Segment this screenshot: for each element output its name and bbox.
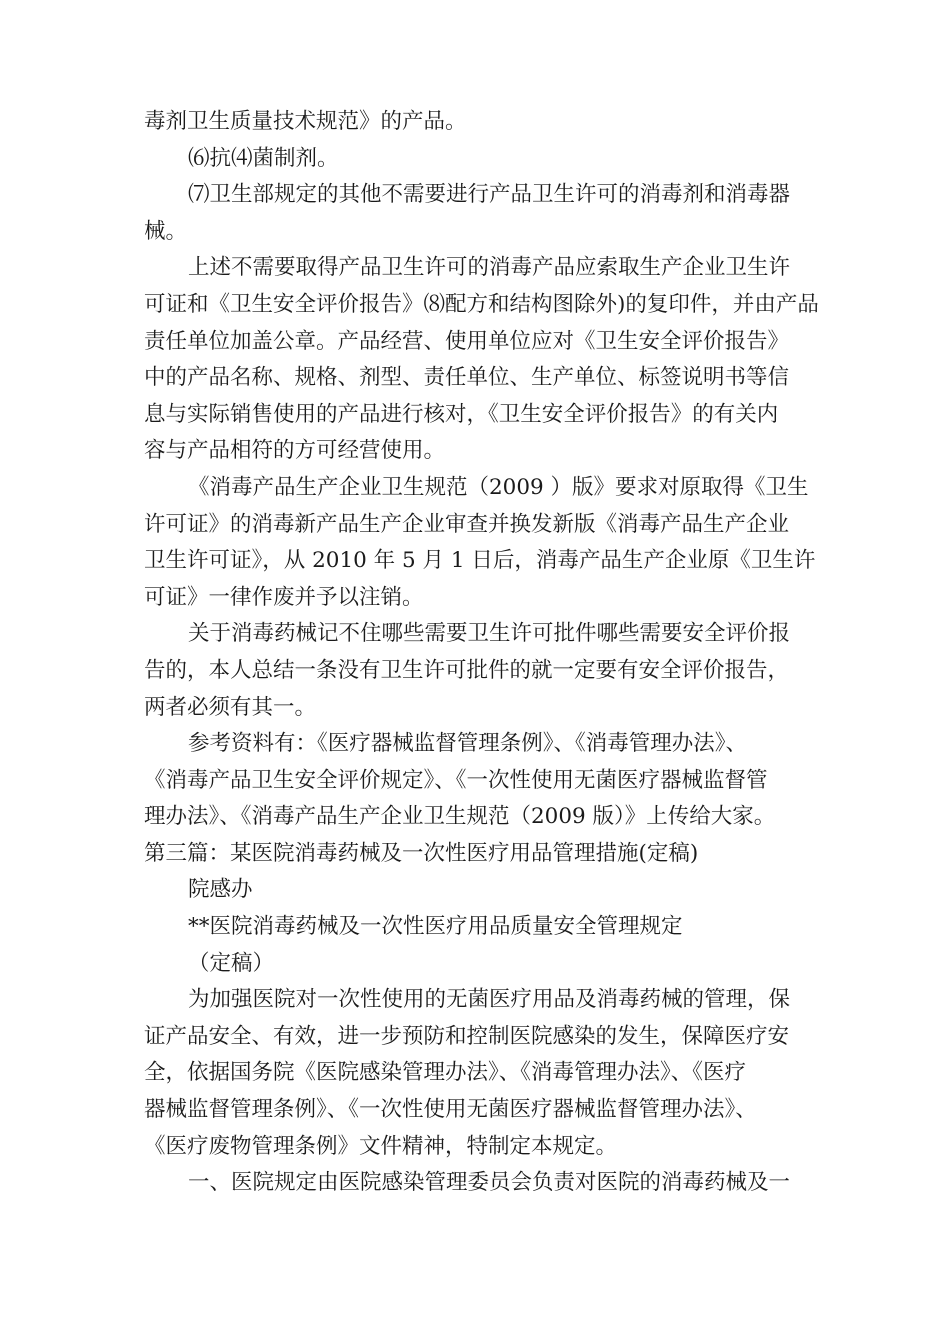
text-line: **医院消毒药械及一次性医疗用品质量安全管理规定 (188, 914, 683, 940)
text-line: 械。 (144, 218, 188, 244)
text-line: 容与产品相符的方可经营使用。 (144, 438, 446, 464)
text-line: 关于消毒药械记不住哪些需要卫生许可批件哪些需要安全评价报 (188, 621, 791, 647)
text-line: 为加强医院对一次性使用的无菌医疗用品及消毒药械的管理，保 (188, 987, 791, 1013)
text-line: （定稿） (188, 950, 275, 976)
text-line: 器械监督管理条例》、《一次性使用无菌医疗器械监督管理办法》、 (144, 1097, 757, 1123)
document-page (144, 104, 819, 1202)
text-line: ⑺卫生部规定的其他不需要进行产品卫生许可的消毒剂和消毒器 (188, 182, 791, 208)
text-line: 全，依据国务院《医院感染管理办法》、《消毒管理办法》、《医疗 (144, 1060, 747, 1086)
text-line: 院感办 (188, 877, 253, 903)
text-line: 《医疗废物管理条例》文件精神，特制定本规定。 (144, 1133, 618, 1159)
text-line: 参考资料有：《医疗器械监督管理条例》、《消毒管理办法》、 (188, 731, 748, 757)
text-line: 《消毒产品生产企业卫生规范（2009 ）版》要求对原取得《卫生 (188, 474, 809, 500)
text-line: 可证和《卫生安全评价报告》⑻配方和结构图除外)的复印件，并由产品 (144, 291, 819, 317)
text-line: 中的产品名称、规格、剂型、责任单位、生产单位、标签说明书等信 (144, 365, 790, 391)
text-line: 《消毒产品卫生安全评价规定》、《一次性使用无菌医疗器械监督管 (144, 767, 768, 793)
text-line: 证产品安全、有效，进一步预防和控制医院感染的发生，保障医疗安 (144, 1023, 790, 1049)
text-line: 上述不需要取得产品卫生许可的消毒产品应索取生产企业卫生许 (188, 255, 791, 281)
text-line: 告的，本人总结一条没有卫生许可批件的就一定要有安全评价报告， (144, 657, 790, 683)
text-line: 毒剂卫生质量技术规范》的产品。 (144, 109, 467, 134)
text-line: 两者必须有其一。 (144, 694, 317, 720)
text-line: 卫生许可证》，从 2010 年 5 月 1 日后，消毒产品生产企业原《卫生许 (144, 548, 816, 574)
text-line: 一、医院规定由医院感染管理委员会负责对医院的消毒药械及一 (188, 1170, 791, 1196)
text-line: 可证》一律作废并予以注销。 (144, 584, 424, 610)
text-line: 责任单位加盖公章。产品经营、使用单位应对《卫生安全评价报告》 (144, 328, 790, 354)
text-line: 理办法》、《消毒产品生产企业卫生规范（2009 版）》上传给大家。 (144, 804, 776, 830)
text-line: 许可证》的消毒新产品生产企业审查并换发新版《消毒产品生产企业 (144, 511, 790, 537)
text-line: 息与实际销售使用的产品进行核对，《卫生安全评价报告》的有关内 (144, 401, 779, 427)
text-line: 第三篇：某医院消毒药械及一次性医疗用品管理措施(定稿) (144, 840, 699, 866)
text-line: ⑹抗⑷菌制剂。 (188, 145, 339, 171)
